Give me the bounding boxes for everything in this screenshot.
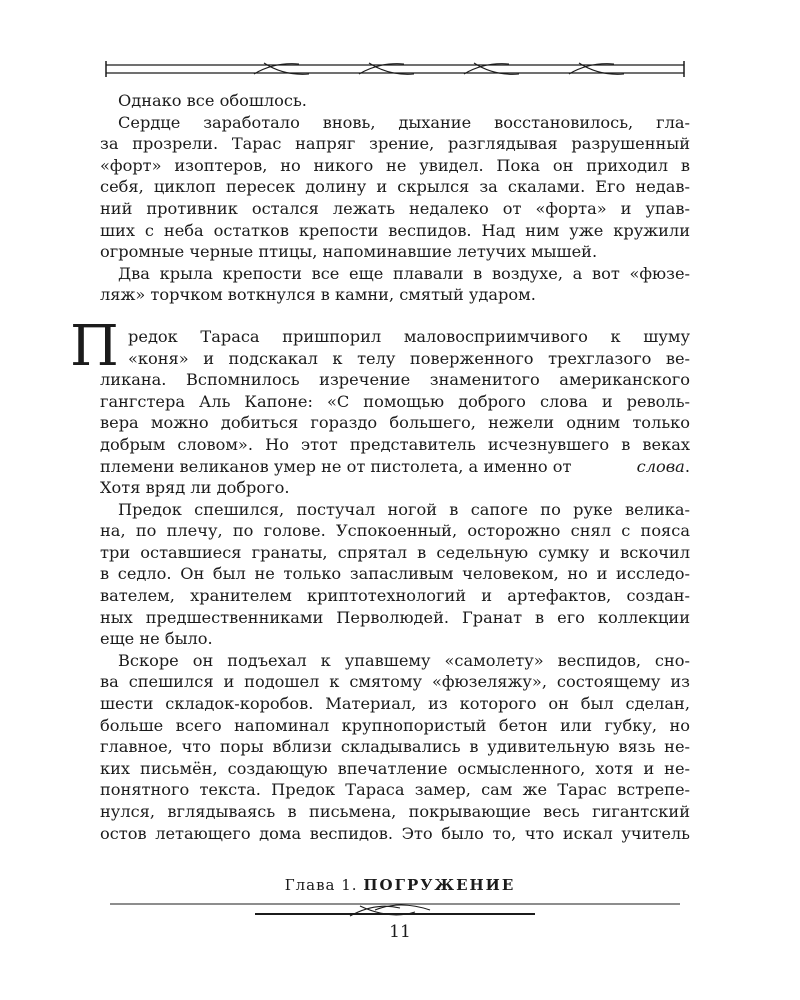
- dropcap-letter: П: [70, 313, 119, 379]
- text-line: больше всего напоминал крупнопористый бетон или губку, но: [100, 715, 690, 735]
- chapter-title: ПОГРУЖЕНИЕ: [363, 876, 516, 894]
- running-footer: [0, 876, 800, 894]
- text-line: еще не было.: [100, 629, 213, 649]
- text-line: за прозрели. Тарас напряг зрение, разглядывая разрушенный: [100, 134, 690, 154]
- top-ornament-rule: [104, 58, 686, 80]
- chapter-prefix: Глава 1.: [284, 876, 358, 894]
- text-line: редок Тараса пришпорил маловосприимчивого к шуму: [128, 326, 690, 346]
- text-line: Два крыла крепости все еще плавали в воздухе, а вот «фюзе-: [118, 263, 690, 283]
- text-line: ляж» торчком воткнулся в камни, смятый ударом.: [100, 285, 536, 305]
- text-line: в седло. Он был не только запасливым человеком, но и исследо-: [100, 564, 690, 584]
- text-line: добрым словом». Но этот представитель исчезнувшего в веках: [100, 434, 690, 454]
- text-line: «коня» и подскакал к телу поверженного трехглазого ве-: [128, 348, 690, 368]
- text-line: себя, циклоп пересек долину и скрылся за скалами. Его недав-: [100, 177, 690, 197]
- text-line: три оставшиеся гранаты, спрятал в седельную сумку и вскочил: [100, 542, 690, 562]
- text-line: ных предшественниками Перволюдей. Гранат в его коллекции: [100, 607, 690, 627]
- text-line: ликана. Вспомнилось изречение знаменитого американского: [100, 370, 690, 390]
- text-line: ших с неба остатков крепости веспидов. Над ним уже кружили: [100, 220, 690, 240]
- text-line: гангстера Аль Капоне: «С помощью доброго слова и револь-: [100, 391, 690, 411]
- text-line: остов летающего дома веспидов. Это было то, что искал учитель: [100, 823, 690, 843]
- text-line: Предок спешился, постучал ногой в сапоге по руке велика-: [118, 499, 690, 519]
- text-line: Однако все обошлось.: [118, 91, 307, 110]
- italic-word: слова.: [636, 456, 690, 476]
- text-line: вателем, хранителем криптотехнологий и артефактов, создан-: [100, 586, 690, 606]
- text-segment: племени великанов умер не от пистолета, а именно от: [100, 456, 572, 476]
- text-line: понятного текста. Предок Тараса замер, сам же Тарас встрепе-: [100, 780, 690, 800]
- dropcap-paragraph: [70, 313, 690, 499]
- text-line: шести складок-коробов. Материал, из которого он был сделан,: [100, 694, 690, 714]
- bottom-ornament-rule: [110, 896, 680, 922]
- text-line: главное, что поры вблизи складывались в удивительную вязь не-: [100, 737, 690, 757]
- text-line: Вскоре он подъехал к упавшему «самолету» веспидов, сно-: [118, 650, 690, 670]
- text-line: Хотя вряд ли доброго.: [100, 478, 290, 498]
- page-body: [70, 90, 690, 844]
- text-line: огромные черные птицы, напоминавшие летучих мышей.: [100, 242, 598, 262]
- text-line: на, по плечу, по голове. Успокоенный, осторожно снял с пояса: [100, 521, 690, 541]
- text-line: ва спешился и подошел к смятому «фюзеляжу», состоящему из: [100, 672, 690, 692]
- text-line: «форт» изоптеров, но никого не увидел. Пока он приходил в: [100, 155, 690, 175]
- text-line: нулся, вглядываясь в письмена, покрывающие весь гигантский: [100, 802, 690, 821]
- text-line: [100, 456, 690, 478]
- text-line: Сердце заработало вновь, дыхание восстановилось, гла-: [118, 112, 690, 132]
- page-number: 11: [389, 922, 411, 942]
- text-line: ний противник остался лежать недалеко от «форта» и упав-: [100, 198, 690, 218]
- text-line: ких письмён, создающую впечатление осмысленного, хотя и не-: [100, 758, 690, 778]
- text-line: вера можно добиться гораздо большего, нежели одним только: [100, 413, 690, 433]
